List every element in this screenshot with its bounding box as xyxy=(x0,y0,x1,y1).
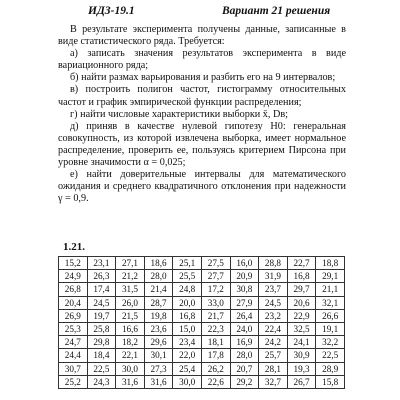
table-cell: 23,1 xyxy=(87,257,116,270)
table-cell: 28,7 xyxy=(144,296,173,309)
table-cell: 23,4 xyxy=(173,336,202,349)
table-cell: 24,3 xyxy=(87,375,116,388)
table-cell: 26,6 xyxy=(316,309,345,322)
table-cell: 26,4 xyxy=(230,309,259,322)
table-cell: 21,5 xyxy=(116,309,145,322)
table-cell: 24,5 xyxy=(87,296,116,309)
task-e: д) приняв в качестве нулевой гипотезу H0: генеральная совокупность, из которой извлечена выборка, имеет нормальное распределение, проверить ее, пользуясь критерием Пирсона при уровне значимости α = 0,025; xyxy=(58,120,346,169)
table-cell: 17,8 xyxy=(201,349,230,362)
table-cell: 29,2 xyxy=(230,375,259,388)
table-cell: 18,6 xyxy=(144,257,173,270)
table-cell: 26,8 xyxy=(59,283,88,296)
table-cell: 18,4 xyxy=(87,349,116,362)
table-cell: 28,9 xyxy=(316,362,345,375)
table-cell: 25,2 xyxy=(59,375,88,388)
table-cell: 24,7 xyxy=(59,336,88,349)
table-cell: 23,6 xyxy=(144,322,173,335)
table-cell: 22,9 xyxy=(287,309,316,322)
table-cell: 16,8 xyxy=(287,270,316,283)
assignment-title: ИДЗ-19.1 xyxy=(88,5,135,17)
problem-number: 1.21. xyxy=(63,241,85,253)
table-cell: 18,8 xyxy=(316,257,345,270)
table-row xyxy=(59,322,345,335)
table-cell: 21,4 xyxy=(144,283,173,296)
table-cell: 24,4 xyxy=(59,349,88,362)
table-cell: 16,8 xyxy=(173,309,202,322)
table-cell: 26,9 xyxy=(59,309,88,322)
table-cell: 22,0 xyxy=(173,349,202,362)
table-cell: 29,7 xyxy=(287,283,316,296)
table-row xyxy=(59,309,345,322)
table-cell: 22,7 xyxy=(287,257,316,270)
table-cell: 22,4 xyxy=(259,322,288,335)
table-cell: 29,1 xyxy=(316,270,345,283)
table-cell: 21,1 xyxy=(316,283,345,296)
table-cell: 23,2 xyxy=(259,309,288,322)
table-cell: 30,0 xyxy=(116,362,145,375)
table-cell: 17,4 xyxy=(87,283,116,296)
table-cell: 22,5 xyxy=(316,349,345,362)
table-cell: 15,8 xyxy=(316,375,345,388)
table-cell: 30,8 xyxy=(230,283,259,296)
table-cell: 19,3 xyxy=(287,362,316,375)
task-f: е) найти доверительные интервалы для математического ожидания и среднего квадратичного отклонения при надежности γ = 0,9. xyxy=(58,169,346,205)
table-cell: 19,1 xyxy=(316,322,345,335)
intro-paragraph: В результате эксперимента получены данные, записанные в виде статистического ряда. Требуется: xyxy=(58,24,346,48)
table-cell: 25,8 xyxy=(87,322,116,335)
table-cell: 22,5 xyxy=(87,362,116,375)
table-cell: 23,7 xyxy=(259,283,288,296)
task-d: г) найти числовые характеристики выборки x̄, Dв; xyxy=(70,108,288,120)
table-cell: 18,2 xyxy=(116,336,145,349)
task-a: а) записать значения результатов эксперимента в виде вариационного ряда; xyxy=(58,48,346,72)
table-cell: 19,7 xyxy=(87,309,116,322)
table-cell: 15,0 xyxy=(173,322,202,335)
table-cell: 30,1 xyxy=(144,349,173,362)
table-cell: 25,5 xyxy=(173,270,202,283)
table-cell: 24,9 xyxy=(59,270,88,283)
table-cell: 24,1 xyxy=(287,336,316,349)
table-cell: 20,9 xyxy=(230,270,259,283)
table-cell: 17,2 xyxy=(201,283,230,296)
table-cell: 20,6 xyxy=(287,296,316,309)
table-cell: 31,9 xyxy=(259,270,288,283)
table-row xyxy=(59,283,345,296)
table-cell: 16,6 xyxy=(116,322,145,335)
table-row xyxy=(59,349,345,362)
table-cell: 20,7 xyxy=(230,362,259,375)
table-cell: 28,0 xyxy=(144,270,173,283)
variant-title: Вариант 21 решения xyxy=(222,5,331,17)
table-cell: 32,1 xyxy=(316,296,345,309)
table-cell: 27,5 xyxy=(201,257,230,270)
table-cell: 26,3 xyxy=(87,270,116,283)
table-cell: 31,6 xyxy=(144,375,173,388)
table-cell: 22,6 xyxy=(201,375,230,388)
table-cell: 25,7 xyxy=(259,349,288,362)
table-cell: 24,5 xyxy=(259,296,288,309)
table-cell: 20,4 xyxy=(59,296,88,309)
table-cell: 24,2 xyxy=(259,336,288,349)
table-row xyxy=(59,375,345,388)
table-cell: 29,6 xyxy=(144,336,173,349)
table-row xyxy=(59,257,345,270)
table-cell: 27,1 xyxy=(116,257,145,270)
table-cell: 21,7 xyxy=(201,309,230,322)
table-row xyxy=(59,296,345,309)
table-cell: 18,1 xyxy=(201,336,230,349)
table-cell: 29,8 xyxy=(87,336,116,349)
table-cell: 26,2 xyxy=(201,362,230,375)
table-cell: 25,1 xyxy=(173,257,202,270)
table-row xyxy=(59,336,345,349)
table-cell: 30,9 xyxy=(287,349,316,362)
table-cell: 16,9 xyxy=(230,336,259,349)
table-cell: 21,2 xyxy=(116,270,145,283)
table-cell: 31,5 xyxy=(116,283,145,296)
table-cell: 28,0 xyxy=(230,349,259,362)
table-cell: 19,8 xyxy=(144,309,173,322)
table-cell: 15,2 xyxy=(59,257,88,270)
table-cell: 24,0 xyxy=(230,322,259,335)
table-cell: 27,3 xyxy=(144,362,173,375)
table-cell: 26,0 xyxy=(116,296,145,309)
table-cell: 30,0 xyxy=(173,375,202,388)
table-cell: 32,7 xyxy=(259,375,288,388)
table-cell: 27,9 xyxy=(230,296,259,309)
table-cell: 26,7 xyxy=(287,375,316,388)
table-cell: 16,0 xyxy=(230,257,259,270)
table-cell: 32,5 xyxy=(287,322,316,335)
table-cell: 27,7 xyxy=(201,270,230,283)
table-row xyxy=(59,362,345,375)
data-table xyxy=(58,256,345,389)
problem-statement xyxy=(58,24,346,205)
table-row xyxy=(59,270,345,283)
table-cell: 32,2 xyxy=(316,336,345,349)
table-cell: 25,4 xyxy=(173,362,202,375)
table-cell: 31,6 xyxy=(116,375,145,388)
table-cell: 24,8 xyxy=(173,283,202,296)
task-b: б) найти размах варьирования и разбить его на 9 интервалов; xyxy=(70,72,336,84)
table-cell: 25,3 xyxy=(59,322,88,335)
table-cell: 22,1 xyxy=(116,349,145,362)
table-cell: 28,1 xyxy=(259,362,288,375)
table-cell: 30,7 xyxy=(59,362,88,375)
table-cell: 33,0 xyxy=(201,296,230,309)
table-cell: 28,8 xyxy=(259,257,288,270)
table-cell: 20,0 xyxy=(173,296,202,309)
table-cell: 22,3 xyxy=(201,322,230,335)
task-c: в) построить полигон частот, гистограмму относительных частот и график эмпирической функции распределения; xyxy=(58,84,346,108)
